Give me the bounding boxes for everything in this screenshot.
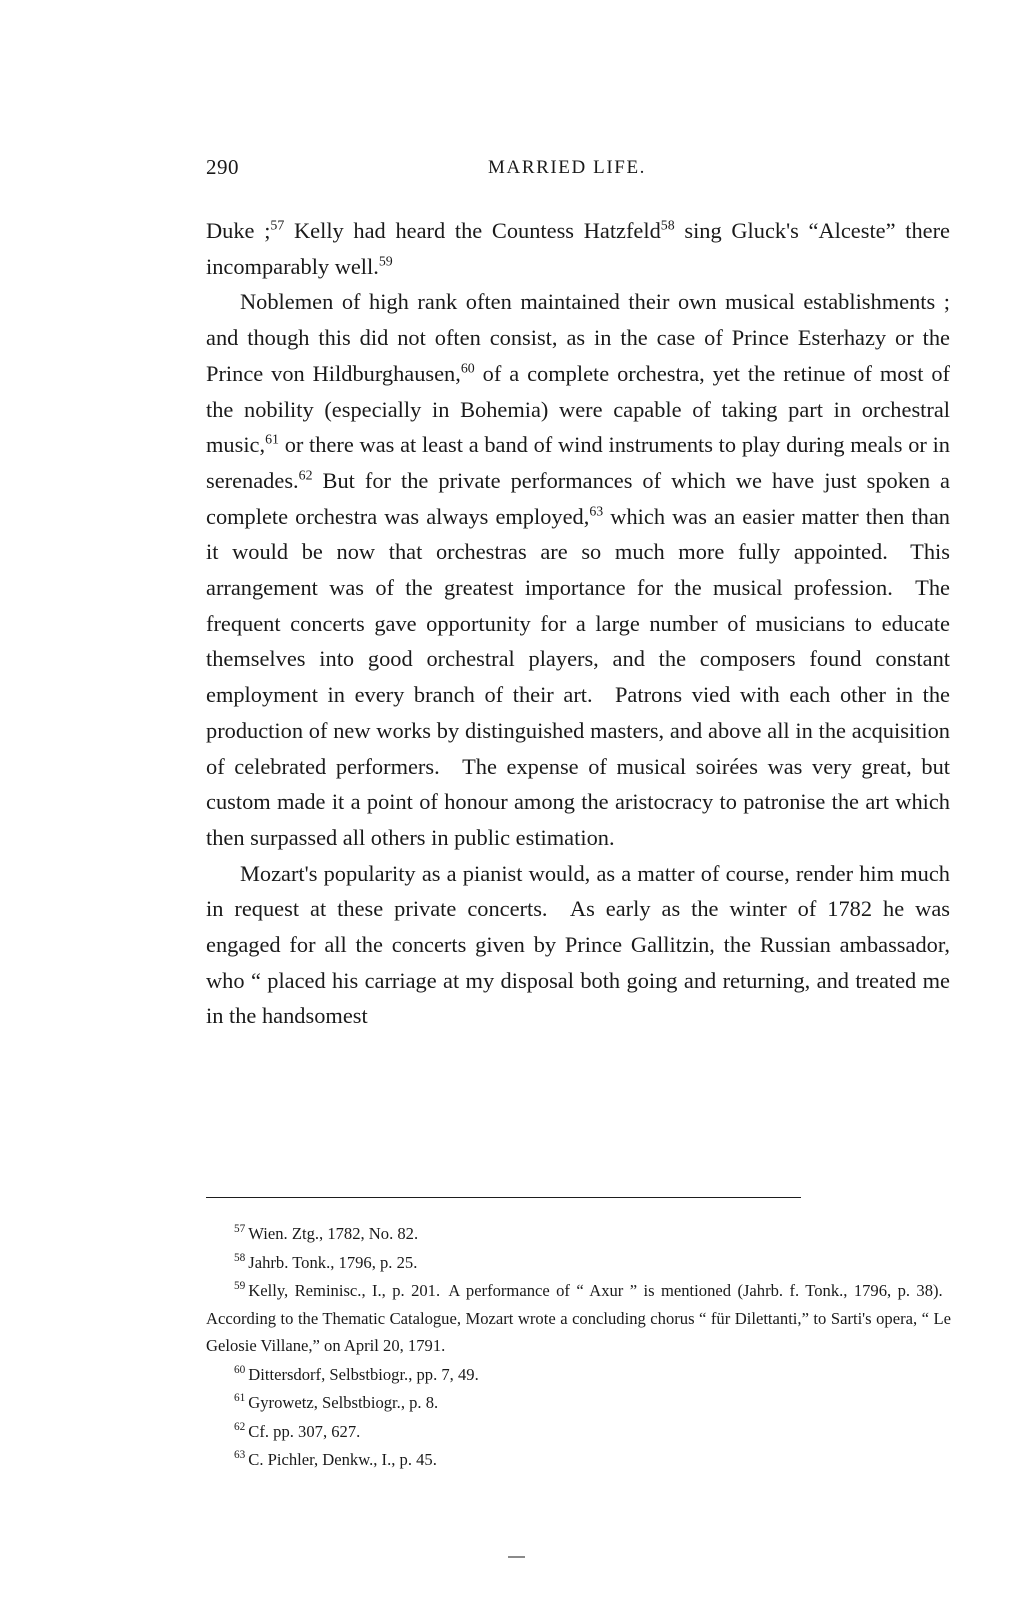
page-header [206, 155, 846, 181]
footnote-marker[interactable]: 59 [234, 1280, 246, 1293]
footnote-reference[interactable]: 61 [265, 432, 279, 448]
page-number: 290 [206, 155, 239, 179]
footnote-marker[interactable]: 62 [234, 1420, 246, 1433]
footnote [206, 1418, 951, 1446]
footnote-marker[interactable]: 58 [234, 1251, 246, 1264]
paragraph-text: Mozart's popularity as a pianist would, as a matter of course, render him much in request at these private concerts. As early as the winter of 1782 he was engaged for all the concerts given by Prince Gallitzin, the Russian ambassador, who “ placed his carriage at my disposal both going and returning, and treated me in the handsomest [206, 860, 950, 1029]
footnote-divider [206, 1197, 801, 1198]
footnote [206, 1249, 951, 1277]
footnote [206, 1446, 951, 1474]
footnote [206, 1277, 951, 1360]
footnote-reference[interactable]: 57 [270, 218, 285, 234]
footnote-reference[interactable]: 62 [298, 468, 313, 484]
paragraph-text: But for the private performances of which we have just spoken a complete orchestra was always employed, [206, 467, 950, 529]
footnote-text: Dittersdorf, Selbstbiogr., pp. 7, 49. [248, 1364, 479, 1384]
footnote-text: Cf. pp. 307, 627. [248, 1421, 361, 1441]
footnote-text: Wien. Ztg., 1782, No. 82. [248, 1224, 419, 1243]
footnote-marker[interactable]: 57 [234, 1223, 246, 1236]
footnote [206, 1389, 951, 1417]
paragraph-text: or there was at least a band of wind instruments to play during meals or in serenades. [206, 432, 950, 493]
footnote [206, 1220, 951, 1248]
paragraph-text: Kelly had heard the Countess Hatzfeld [284, 218, 661, 243]
footnote-reference[interactable]: 59 [378, 254, 393, 270]
footnote-reference[interactable]: 63 [589, 504, 604, 520]
footnote-marker[interactable]: 61 [234, 1392, 246, 1405]
paragraph [206, 213, 950, 284]
paragraph-text: which was an easier matter then than it would be now that orchestras are so much more fully appointed. This arrangement was of the greatest importance for the musical profession. The frequent concerts gave opportunity for a large number of musicians to educate themselves into good orchestral players, and the composers found constant employment in every branch of their art. Patrons vied with each other in the production of new works by distinguished masters, and above all in the acquisition of celebrated performers. The expense of musical soirées was very great, but custom made it a point of honour among the aristocracy to patronise the art which then surpassed all others in public estimation. [206, 503, 950, 850]
footnote-marker[interactable]: 63 [234, 1449, 246, 1462]
footnote-text: Gyrowetz, Selbstbiogr., p. 8. [248, 1393, 439, 1412]
footnotes [206, 1220, 951, 1475]
paragraph-text: Duke ; [206, 218, 271, 243]
body-text [206, 213, 950, 1034]
footnote-marker[interactable]: 60 [234, 1363, 246, 1376]
paragraph [206, 284, 950, 855]
running-title: MARRIED LIFE. [488, 157, 647, 178]
page-bottom-mark [508, 1556, 525, 1558]
footnote-reference[interactable]: 60 [460, 361, 475, 377]
paragraph-text: Noblemen of high rank often maintained their own musical establishments ; and though this did not often consist, as in the case of Prince Esterhazy or the Prince von Hildburghausen, [206, 289, 950, 386]
footnote-text: C. Pichler, Denkw., I., p. 45. [248, 1450, 437, 1469]
footnote-text: Kelly, Reminisc., I., p. 201. A performance of “ Axur ” is mentioned (Jahrb. f. Tonk., 1796, p. 38). According to the Thematic Catalogue, Mozart wrote a concluding chorus “ für Dilettanti,” to Sarti's opera, “ Le Gelosie Villane,” on April 20, 1791. [206, 1281, 951, 1355]
paragraph [206, 856, 950, 1035]
paragraph-text: of a complete orchestra, yet the retinue of most of the nobility (especially in Bohemia) were capable of taking part in orchestral music, [206, 360, 951, 458]
footnote-reference[interactable]: 58 [660, 218, 675, 234]
paragraph-text: sing Gluck's “Alceste” there incomparably well. [206, 218, 950, 279]
footnote-text: Jahrb. Tonk., 1796, p. 25. [248, 1252, 418, 1272]
footnote [206, 1361, 951, 1389]
